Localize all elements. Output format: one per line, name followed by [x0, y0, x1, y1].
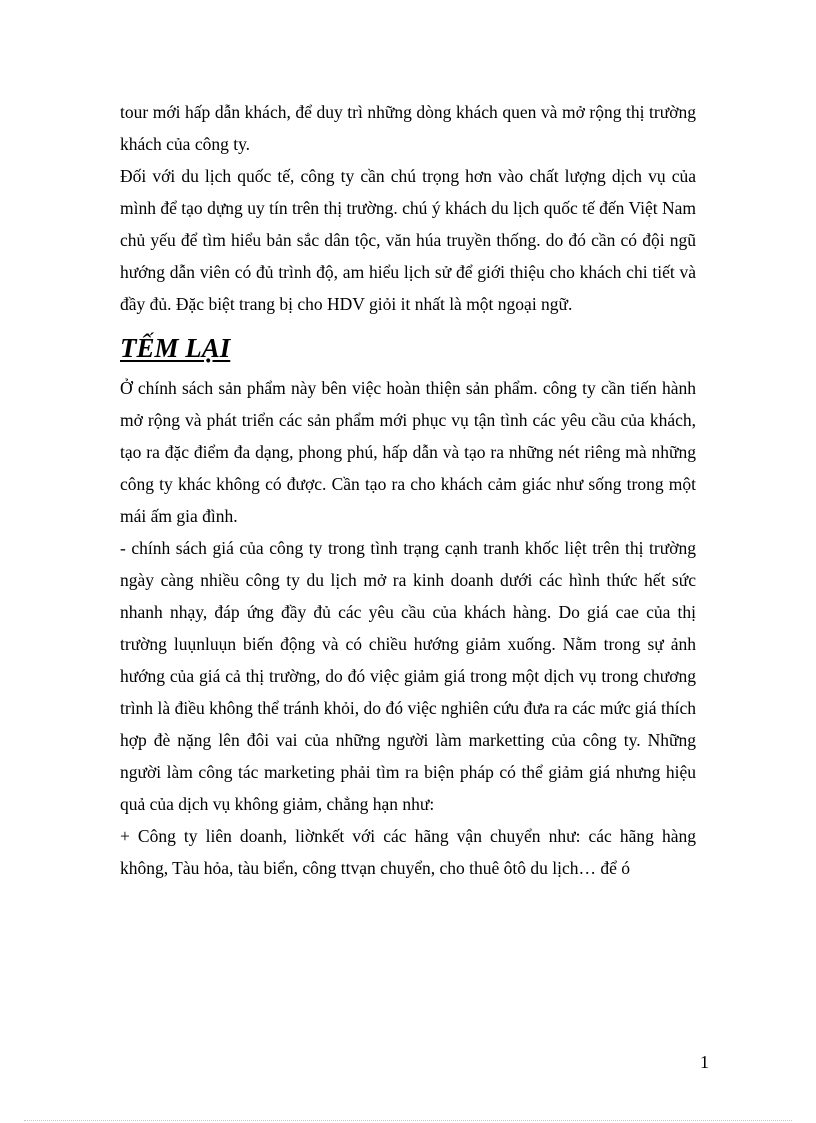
- paragraph-international-tourism: Đối với du lịch quốc tế, công ty cần chú trọng hơn vào chất lượng dịch vụ của mình để tạo dựng uy tín trên thị trường. chú ý khách du lịch quốc tế đến Việt Nam chủ yếu để tìm hiểu bản sắc dân tộc, văn húa truyền thống. do đó cần có đội ngũ hướng dẫn viên có đủ trình độ, am hiểu lịch sử để giới thiệu cho khách chi tiết và đầy đủ. Đặc biệt trang bị cho HDV giỏi it nhất là một ngoại ngữ.: [120, 166, 696, 314]
- paragraph-product-policy: Ở chính sách sản phẩm này bên việc hoàn thiện sản phẩm. công ty cần tiến hành mở rộng và phát triển các sản phẩm mới phục vụ tận tình các yêu cầu của khách, tạo ra đặc điểm đa dạng, phong phú, hấp dẫn và tạo ra những nét riêng mà những công ty khác không có được. Cần tạo ra cho khách cảm giác như sống trong một mái ấm gia đình.: [120, 378, 696, 526]
- paragraph-partnership: + Công ty liên doanh, liờnkết với các hãng vận chuyển như: các hãng hàng không, Tàu hỏa, tàu biển, công ttvạn chuyển, cho thuê ôtô du lịch… để ó: [120, 826, 696, 878]
- section-heading: TẾM LẠI: [120, 333, 231, 363]
- paragraph-tour-intro: tour mới hấp dẫn khách, để duy trì những dòng khách quen và mở rộng thị trường khách của công ty.: [120, 102, 696, 154]
- paragraph-price-policy: - chính sách giá của công ty trong tình trạng cạnh tranh khốc liệt trên thị trường ngày càng nhiều công ty du lịch mở ra kinh doanh dưới các hình thức hết sức nhanh nhạy, đáp ứng đầy đủ các yêu cầu của khách hàng. Do giá cae của thị trường luụnluụn biến động và có chiều hướng giảm xuống. Nằm trong sự ảnh hướng của giá cả thị trường, do đó việc giảm giá trong một dịch vụ trong chương trình là điều không thể tránh khỏi, do đó việc nghiên cứu đưa ra các mức giá thích hợp đè nặng lên đôi vai của những người làm marketting của công ty. Những người làm công tác marketing phải tìm ra biện pháp có thể giảm giá nhưng hiệu quả của dịch vụ không giảm, chẳng hạn như:: [120, 538, 696, 814]
- page-number: 1: [700, 1052, 709, 1072]
- document-body: [120, 96, 696, 884]
- page-bottom-divider: [24, 1120, 792, 1121]
